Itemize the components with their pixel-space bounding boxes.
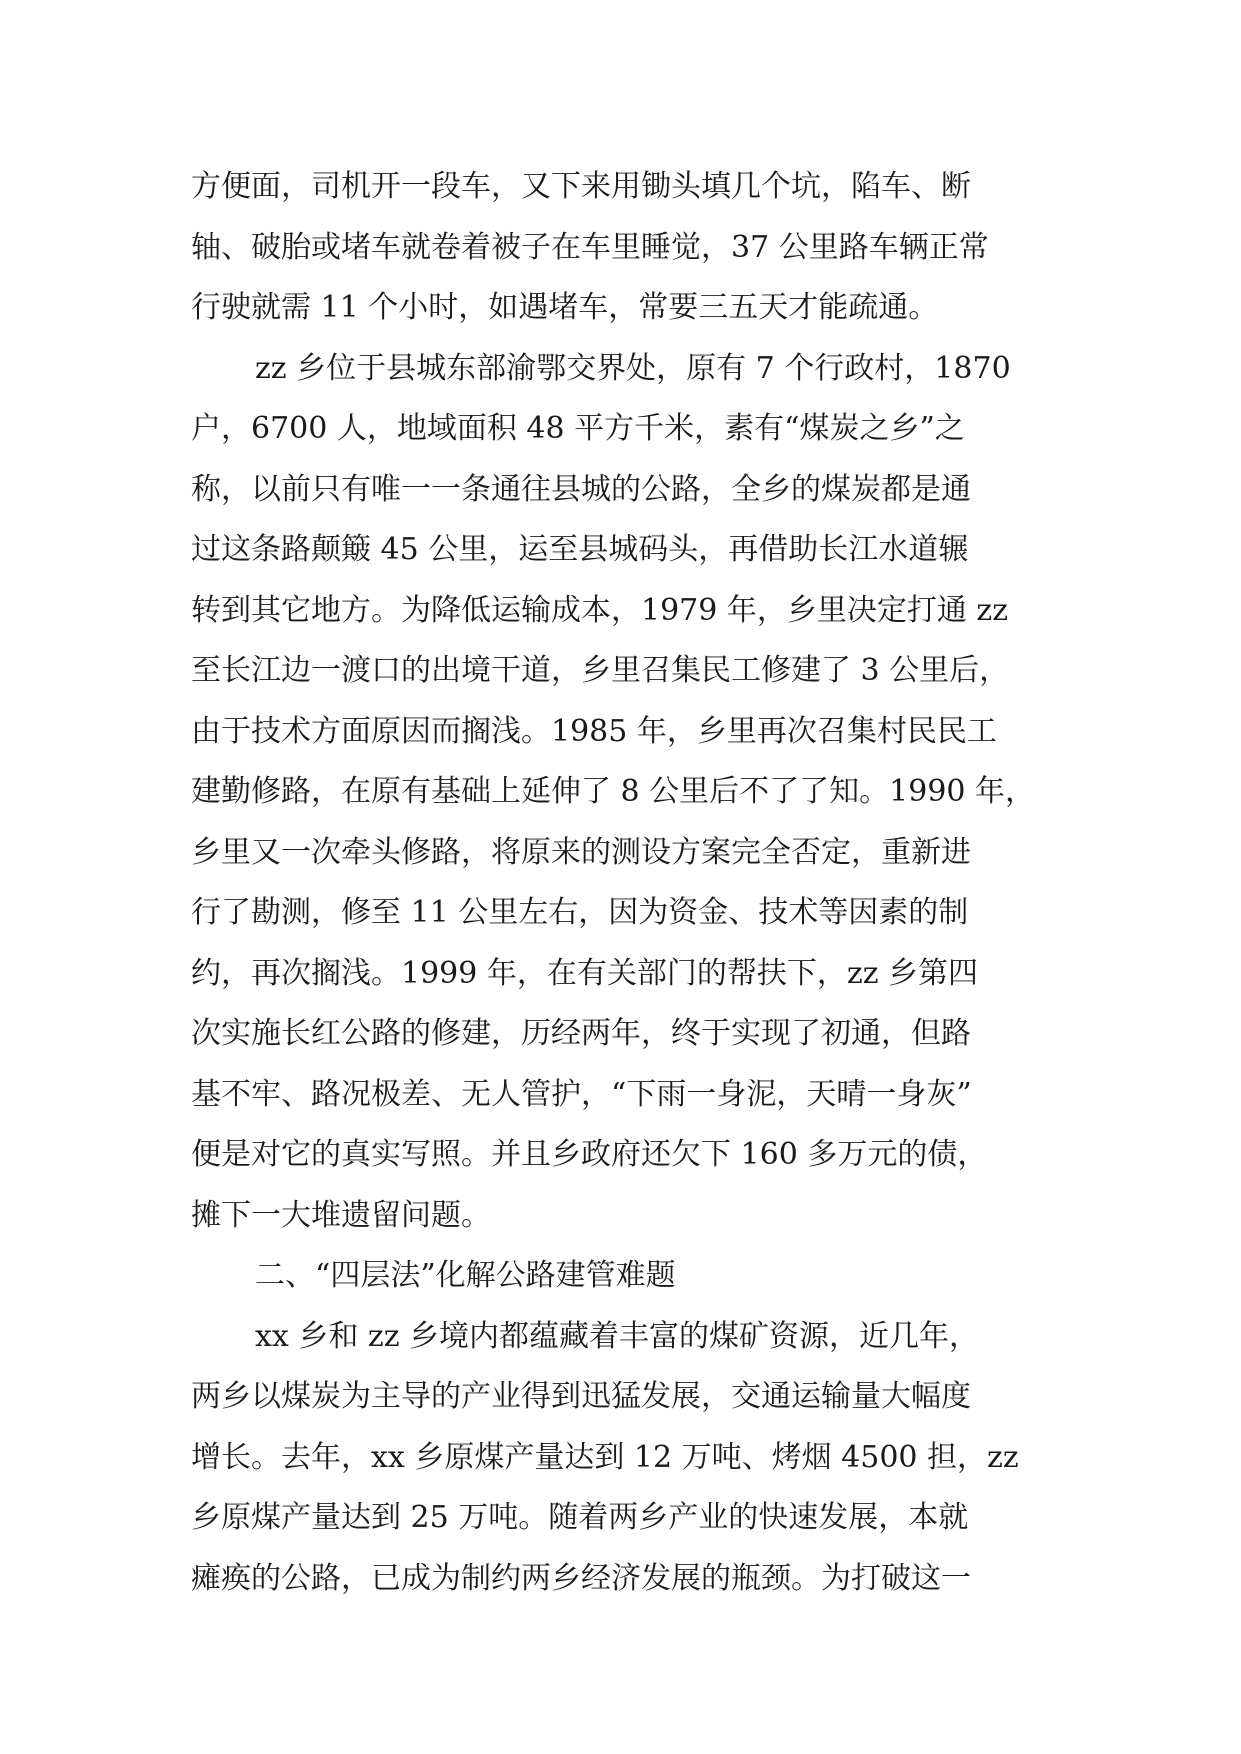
- text-line: 增长。去年，xx 乡原煤产量达到 12 万吨、烤烟 4500 担，zz: [191, 1439, 1019, 1475]
- paragraph-zz-township-history: [191, 339, 1051, 1247]
- text-line: 建勤修路，在原有基础上延伸了 8 公里后不了了知。1990 年，: [191, 774, 1036, 809]
- text-line: 行了勘测，修至 11 公里左右，因为资金、技术等因素的制: [191, 895, 969, 930]
- text-line: 轴、破胎或堵车就卷着被子在车里睡觉，37 公里路车辆正常: [191, 229, 989, 265]
- text-line: zz 乡位于县城东部渝鄂交界处，原有 7 个行政村，1870: [255, 350, 1011, 386]
- text-line: xx 乡和 zz 乡境内都蕴藏着丰富的煤矿资源，近几年，: [255, 1318, 980, 1354]
- text-line: 摊下一大堆遗留问题。: [191, 1197, 491, 1233]
- text-line: 乡原煤产量达到 25 万吨。随着两乡产业的快速发展，本就: [191, 1500, 969, 1535]
- heading-text: 二、“四层法”化解公路建管难题: [255, 1258, 676, 1293]
- text-line: 基不牢、路况极差、无人管护，“下雨一身泥，天晴一身灰”: [191, 1076, 972, 1112]
- text-line: 过这条路颠簸 45 公里，运至县城码头，再借助长江水道辗: [191, 532, 969, 567]
- text-line: 乡里又一次牵头修路，将原来的测设方案完全否定，重新进: [191, 834, 971, 870]
- text-line: 瘫痪的公路，已成为制约两乡经济发展的瓶颈。为打破这一: [191, 1560, 971, 1596]
- text-line: 由于技术方面原因而搁浅。1985 年，乡里再次召集村民民工: [191, 713, 997, 749]
- body-text: [191, 157, 1051, 1609]
- text-line: 方便面，司机开一段车，又下来用锄头填几个坑，陷车、断: [191, 169, 971, 204]
- paragraph-coal-industry: [191, 1307, 1051, 1610]
- text-line: 便是对它的真实写照。并且乡政府还欠下 160 多万元的债，: [191, 1137, 988, 1172]
- paragraph-road-conditions: [191, 157, 1051, 339]
- text-line: 至长江边一渡口的出境干道，乡里召集民工修建了 3 公里后，: [191, 653, 1010, 688]
- text-line: 次实施长红公路的修建，历经两年，终于实现了初通，但路: [191, 1016, 971, 1051]
- text-line: 约，再次搁浅。1999 年，在有关部门的帮扶下，zz 乡第四: [191, 955, 979, 991]
- section-heading: [191, 1246, 1051, 1307]
- text-line: 转到其它地方。为降低运输成本，1979 年，乡里决定打通 zz: [191, 592, 1009, 628]
- text-line: 两乡以煤炭为主导的产业得到迅猛发展，交通运输量大幅度: [191, 1379, 971, 1414]
- text-line: 户，6700 人，地域面积 48 平方千米，素有“煤炭之乡”之: [191, 411, 965, 446]
- text-line: 行驶就需 11 个小时，如遇堵车，常要三五天才能疏通。: [191, 290, 939, 325]
- text-line: 称，以前只有唯一一条通往县城的公路，全乡的煤炭都是通: [191, 471, 971, 507]
